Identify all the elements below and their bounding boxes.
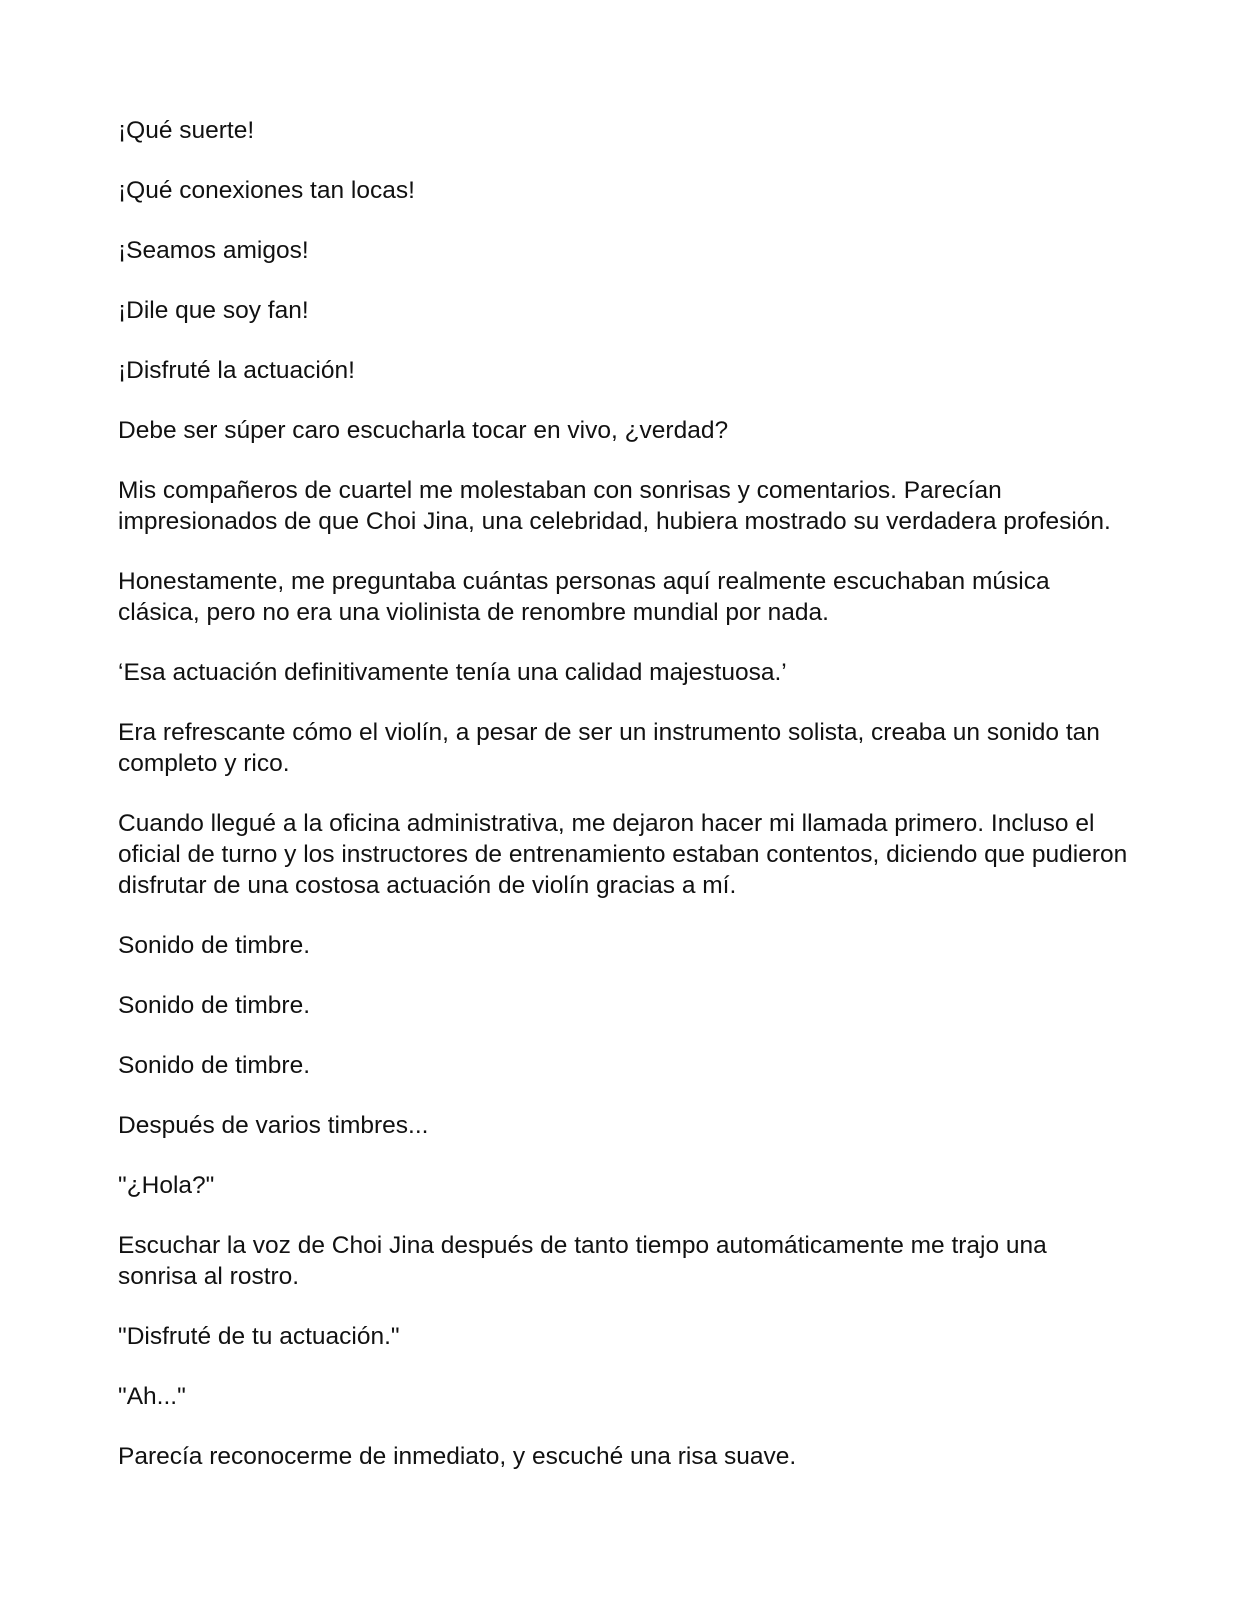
paragraph: Escuchar la voz de Choi Jina después de tanto tiempo automáticamente me trajo una sonrisa al rostro. — [118, 1232, 1047, 1290]
paragraph: Sonido de timbre. — [118, 1052, 311, 1079]
paragraph: ¡Disfruté la actuación! — [118, 357, 355, 384]
paragraph: ¡Qué suerte! — [118, 117, 255, 144]
paragraph: Después de varios timbres... — [118, 1112, 429, 1139]
paragraph: Sonido de timbre. — [118, 992, 311, 1019]
document-body — [118, 115, 1128, 1501]
paragraph: "Disfruté de tu actuación." — [118, 1323, 400, 1350]
paragraph: ‘Esa actuación definitivamente tenía una calidad majestuosa.’ — [118, 659, 787, 686]
paragraph: Mis compañeros de cuartel me molestaban con sonrisas y comentarios. Parecían impresionados de que Choi Jina, una celebridad, hubiera mostrado su verdadera profesión. — [118, 477, 1111, 535]
paragraph: Era refrescante cómo el violín, a pesar de ser un instrumento solista, creaba un sonido tan completo y rico. — [118, 719, 1100, 777]
paragraph: "Ah..." — [118, 1383, 186, 1410]
paragraph: Sonido de timbre. — [118, 932, 311, 959]
paragraph: "¿Hola?" — [118, 1172, 215, 1199]
paragraph: Debe ser súper caro escucharla tocar en vivo, ¿verdad? — [118, 417, 729, 444]
paragraph: Honestamente, me preguntaba cuántas personas aquí realmente escuchaban música clásica, pero no era una violinista de renombre mundial por nada. — [118, 568, 1050, 626]
paragraph: ¡Seamos amigos! — [118, 237, 309, 264]
paragraph: ¡Qué conexiones tan locas! — [118, 177, 415, 204]
paragraph: Cuando llegué a la oficina administrativa, me dejaron hacer mi llamada primero. Incluso el oficial de turno y los instructores de entrenamiento estaban contentos, diciendo que pudieron disfrutar de una costosa actuación de violín gracias a mí. — [118, 810, 1128, 899]
paragraph: Parecía reconocerme de inmediato, y escuché una risa suave. — [118, 1443, 797, 1470]
paragraph: ¡Dile que soy fan! — [118, 297, 309, 324]
